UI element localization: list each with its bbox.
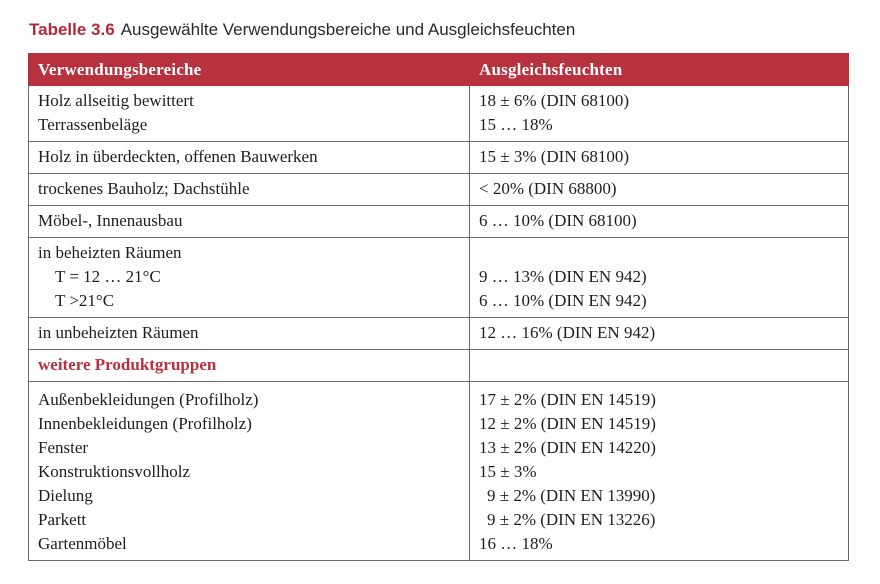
table-row: [29, 382, 849, 561]
use-cell: [29, 238, 470, 318]
moisture-table: [28, 53, 849, 561]
table-title: Ausgewählte Verwendungsbereiche und Ausgleichsfeuchten: [120, 20, 576, 39]
group-heading-row: [29, 350, 849, 382]
table-row: [29, 174, 849, 206]
use-text: Holz allseitig bewittert: [38, 91, 194, 110]
moisture-text: 17 ± 2% (DIN EN 14519): [479, 390, 656, 409]
moisture-text: 15 … 18%: [479, 115, 553, 134]
table-row: [29, 318, 849, 350]
moisture-text: 15 ± 3% (DIN 68100): [479, 147, 630, 166]
use-cell: [29, 206, 470, 238]
column-header-use: Verwendungsbereiche: [29, 54, 470, 86]
table-row: [29, 206, 849, 238]
use-text: Holz in überdeckten, offenen Bauwerken: [38, 147, 318, 166]
table-caption: [29, 20, 575, 40]
spacer: [479, 241, 839, 265]
use-text: Terrassenbeläge: [38, 115, 148, 134]
use-text: in beheizten Räumen: [38, 243, 182, 262]
moisture-text: 6 … 10% (DIN 68100): [479, 211, 637, 230]
use-cell: [29, 382, 470, 561]
moisture-text: 15 ± 3%: [479, 462, 537, 481]
use-text: Möbel-, Innenausbau: [38, 211, 183, 230]
column-header-moisture: Ausgleichsfeuchten: [470, 54, 849, 86]
group-heading-cell: [29, 350, 470, 382]
use-text: Konstruktionsvollholz: [38, 462, 191, 481]
use-cell: [29, 142, 470, 174]
use-text: in unbeheizten Räumen: [38, 323, 199, 342]
moisture-cell: [470, 86, 849, 142]
use-cell: [29, 318, 470, 350]
moisture-text: 16 … 18%: [479, 534, 553, 553]
use-text: Dielung: [38, 486, 93, 505]
moisture-text: 9 ± 2% (DIN EN 13226): [487, 510, 656, 529]
use-text: Innenbekleidungen (Profilholz): [38, 414, 252, 433]
moisture-cell: [470, 238, 849, 318]
moisture-cell: [470, 206, 849, 238]
moisture-cell: [470, 174, 849, 206]
moisture-text: 13 ± 2% (DIN EN 14220): [479, 438, 656, 457]
moisture-text: 18 ± 6% (DIN 68100): [479, 91, 630, 110]
group-heading: weitere Produktgruppen: [38, 355, 217, 374]
table-row: [29, 86, 849, 142]
empty-cell: [470, 350, 849, 382]
moisture-text: 9 ± 2% (DIN EN 13990): [487, 486, 656, 505]
moisture-text: 12 … 16% (DIN EN 942): [479, 323, 656, 342]
table-row: [29, 142, 849, 174]
moisture-text: 6 … 10% (DIN EN 942): [479, 291, 647, 310]
table-row: [29, 238, 849, 318]
use-cell: [29, 174, 470, 206]
table-header-row: [29, 54, 849, 86]
moisture-text: 12 ± 2% (DIN EN 14519): [479, 414, 656, 433]
temperature-range-text: T >21°C: [55, 291, 115, 310]
use-cell: [29, 86, 470, 142]
moisture-text: < 20% (DIN 68800): [479, 179, 617, 198]
moisture-text: 9 … 13% (DIN EN 942): [479, 267, 647, 286]
use-text: trockenes Bauholz; Dachstühle: [38, 179, 250, 198]
moisture-cell: [470, 382, 849, 561]
temperature-range-text: T = 12 … 21°C: [55, 267, 161, 286]
use-text: Außenbekleidungen (Profilholz): [38, 390, 259, 409]
table-number: Tabelle 3.6: [29, 20, 115, 39]
moisture-cell: [470, 142, 849, 174]
use-text: Parkett: [38, 510, 87, 529]
use-text: Gartenmöbel: [38, 534, 127, 553]
use-text: Fenster: [38, 438, 89, 457]
moisture-cell: [470, 318, 849, 350]
